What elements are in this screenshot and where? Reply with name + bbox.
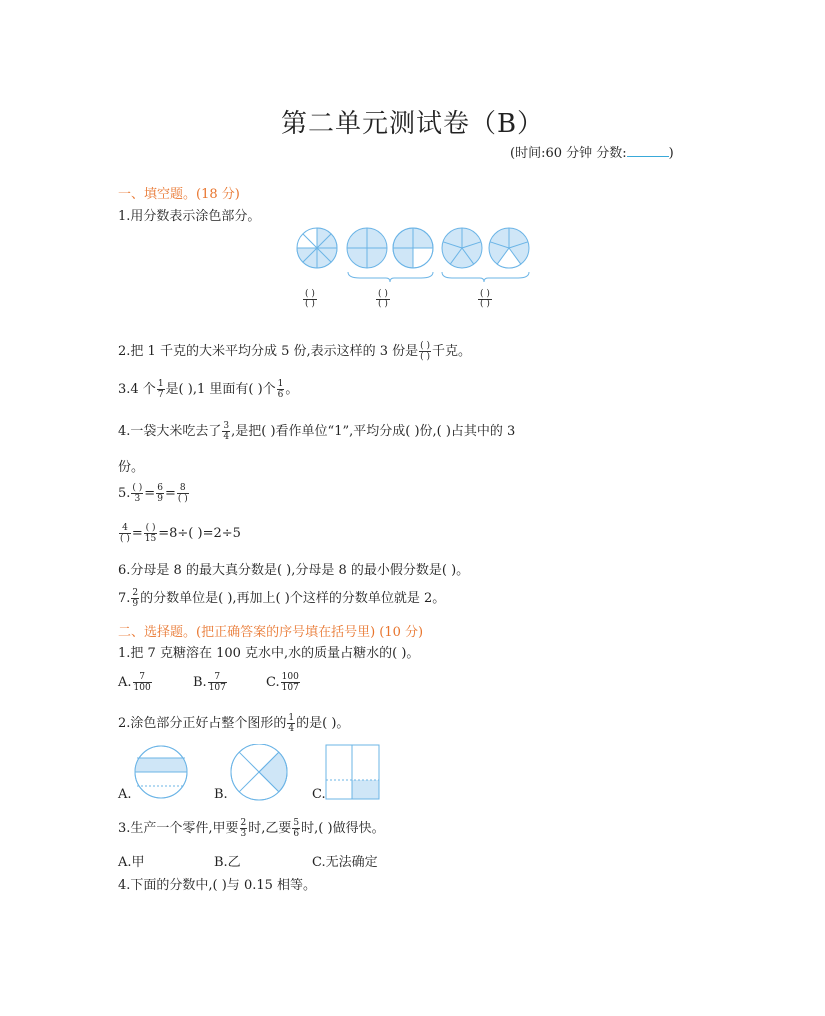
score-blank[interactable] bbox=[627, 146, 669, 157]
circle-fifths-1 bbox=[442, 228, 482, 268]
circle-fifths-2 bbox=[489, 228, 529, 268]
circle-quarters-1 bbox=[347, 228, 387, 268]
c3-text: 3.生产一个零件,甲要 $\frac{2}{3}$ 时,乙要 $\frac{5}{6}$ 时,( )做得快。 bbox=[118, 818, 385, 839]
section2-heading: 二、选择题。(把正确答案的序号填在括号里) (10 分) bbox=[118, 625, 424, 640]
q5-row1: 5. $\frac{( )}{3}$ = $\frac{6}{9}$ = $\frac{8}{( )}$ bbox=[118, 483, 188, 504]
q4: 4.一袋大米吃去了 $\frac{3}{4}$ ,是把( )看作单位“1”,平均分成( )份,( )占其中的 3 bbox=[118, 421, 516, 442]
brace-2 bbox=[442, 272, 529, 282]
q5-row2: $\frac{4}{( )}$ = $\frac{( )}{15}$ =8÷( )=2÷5 bbox=[120, 523, 241, 544]
q1-answer-3[interactable]: ( ) ( ) bbox=[480, 289, 490, 309]
c2-option-b[interactable]: B. bbox=[214, 787, 228, 802]
c1-option-c[interactable]: C. $\frac{100}{107}$ bbox=[266, 672, 299, 693]
circle-eighths bbox=[297, 228, 337, 268]
q1-figures bbox=[290, 222, 540, 282]
c4-text: 4.下面的分数中,( )与 0.15 相等。 bbox=[118, 878, 317, 893]
c2-figures bbox=[130, 744, 385, 802]
q1-answer-2[interactable]: ( ) ( ) bbox=[378, 289, 388, 309]
q7: 7. $\frac{2}{9}$ 的分数单位是( ),再加上( )个这样的分数单位就是 2。 bbox=[118, 588, 446, 609]
c2-text: 2.涂色部分正好占整个图形的 $\frac{1}{4}$ 的是( )。 bbox=[118, 713, 350, 734]
c2-figure-c bbox=[326, 745, 379, 799]
exam-meta: (时间:60 分钟 分数: ) bbox=[510, 146, 674, 161]
q2: 2.把 1 千克的大米平均分成 5 份,表示这样的 3 份是 $\frac{( )}{( )}$ 千克。 bbox=[118, 341, 472, 362]
q1-text: 1.用分数表示涂色部分。 bbox=[118, 209, 261, 224]
c3-option-a[interactable]: A.甲 bbox=[118, 855, 145, 870]
page-title: 第二单元测试卷（B） bbox=[280, 109, 545, 139]
q1-answer-1[interactable]: ( ) ( ) bbox=[305, 289, 315, 309]
c1-option-a[interactable]: A. $\frac{7}{100}$ bbox=[118, 672, 151, 693]
c2-figure-a bbox=[135, 746, 187, 798]
q3: 3.4 个 $\frac{1}{7}$ 是( ),1 里面有( )个 $\frac{1}{6}$ 。 bbox=[118, 379, 299, 400]
c3-option-c[interactable]: C.无法确定 bbox=[312, 855, 378, 870]
section1-heading: 一、填空题。(18 分) bbox=[118, 187, 240, 202]
q4-line2: 份。 bbox=[118, 460, 145, 475]
circle-quarters-2 bbox=[393, 228, 433, 268]
c1-option-b[interactable]: B. $\frac{7}{107}$ bbox=[193, 672, 226, 693]
c2-option-a[interactable]: A. bbox=[118, 787, 132, 802]
brace-1 bbox=[348, 272, 433, 282]
q6: 6.分母是 8 的最大真分数是( ),分母是 8 的最小假分数是( )。 bbox=[118, 563, 470, 578]
c2-option-c[interactable]: C. bbox=[312, 787, 326, 802]
c1-text: 1.把 7 克糖溶在 100 克水中,水的质量占糖水的( )。 bbox=[118, 646, 420, 661]
c2-figure-b bbox=[231, 744, 287, 800]
c3-option-b[interactable]: B.乙 bbox=[214, 855, 241, 870]
